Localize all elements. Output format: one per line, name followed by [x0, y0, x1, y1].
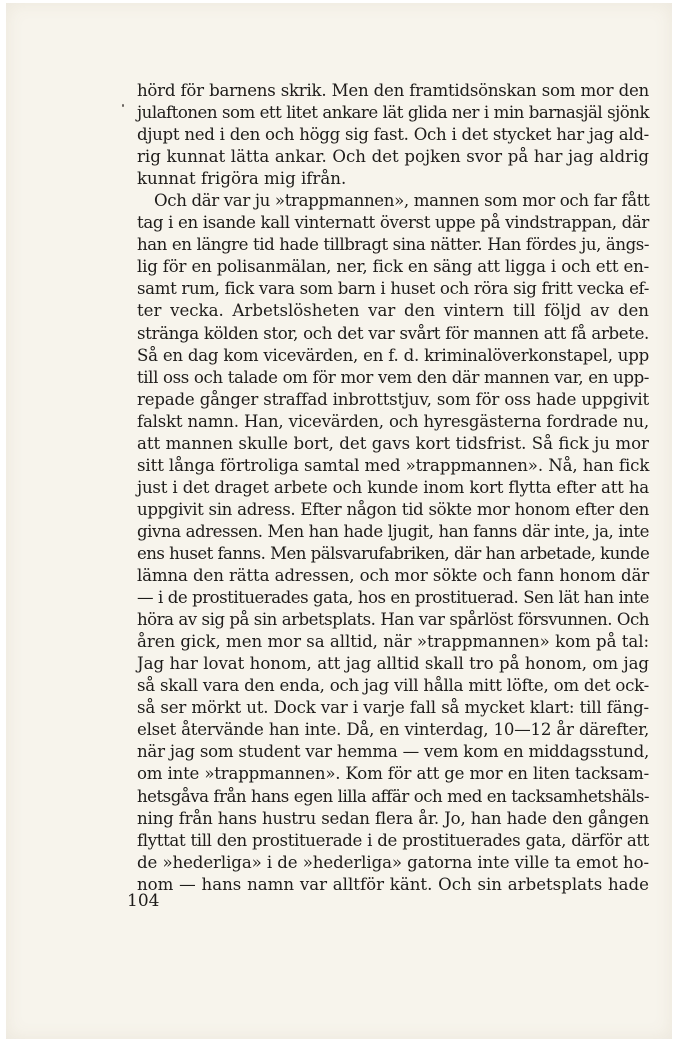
text-line: ter vecka. Arbetslösheten var den vintern till följd av den — [137, 301, 649, 321]
text-line: lig för en polisanmälan, ner, fick en säng att ligga i och ett en- — [137, 257, 649, 277]
text-line: samt rum, fick vara som barn i huset och röra sig fritt vecka ef- — [137, 279, 649, 299]
text-line: höra av sig på sin arbetsplats. Han var spårlöst försvunnen. Och — [137, 610, 649, 630]
text-line: — i de prostituerades gata, hos en prostituerad. Sen lät han inte — [137, 588, 649, 608]
text-line: elset återvände han inte. Då, en vinterdag, 10—12 år därefter, — [137, 720, 649, 740]
book-page — [6, 3, 672, 1039]
text-line: uppgivit sin adress. Efter någon tid sökte mor honom efter den — [137, 499, 649, 519]
text-line: kunnat frigöra mig ifrån. — [137, 169, 347, 189]
text-line: att mannen skulle bort, det gavs kort tidsfrist. Så fick ju mor — [137, 433, 649, 453]
text-line: falskt namn. Han, vicevärden, och hyresgästerna fordrade nu, — [137, 411, 649, 431]
text-line: ning från hans hustru sedan flera år. Jo, han hade den gången — [137, 808, 649, 828]
text-line: om inte »trappmannen». Kom för att ge mor en liten tacksam- — [137, 764, 649, 784]
text-line: Och där var ju »trappmannen», mannen som mor och far fått — [154, 191, 650, 211]
text-line: när jag som student var hemma — vem kom en middagsstund, — [137, 742, 649, 762]
text-line: givna adressen. Men han hade ljugit, han fanns där inte, ja, inte — [137, 521, 649, 541]
text-line: tag i en isande kall vinternatt överst uppe på vindstrappan, där — [137, 213, 649, 233]
text-line: hetsgåva från hans egen lilla affär och med en tacksamhetshäls- — [137, 786, 649, 806]
text-line: just i det draget arbete och kunde inom kort flytta efter att ha — [137, 477, 649, 497]
text-line: ens huset fanns. Men pälsvarufabriken, där han arbetade, kunde — [137, 543, 650, 563]
text-line: till oss och talade om för mor vem den där mannen var, en upp- — [137, 367, 649, 387]
text-line: djupt ned i den och högg sig fast. Och i det stycket har jag ald- — [137, 125, 649, 145]
text-line: lämna den rätta adressen, och mor sökte och fann honom där — [137, 566, 649, 586]
text-line: så ser mörkt ut. Dock var i varje fall så mycket klart: till fäng- — [137, 698, 649, 718]
text-line: repade gånger straffad inbrottstjuv, som för oss hade uppgivit — [137, 389, 649, 409]
text-line: sitt långa förtroliga samtal med »trappmannen». Nå, han fick — [137, 455, 650, 475]
text-line: han en längre tid hade tillbragt sina nätter. Han fördes ju, ängs- — [137, 235, 649, 255]
text-line: Jag har lovat honom, att jag alltid skall tro på honom, om jag — [137, 654, 649, 674]
text-line: åren gick, men mor sa alltid, när »trappmannen» kom på tal: — [137, 632, 649, 652]
page-number: 104 — [127, 891, 160, 911]
text-line: de »hederliga» i de »hederliga» gatorna inte ville ta emot ho- — [137, 852, 649, 872]
text-line: stränga kölden stor, och det var svårt för mannen att få arbete. — [137, 323, 649, 343]
text-line: rig kunnat lätta ankar. Och det pojken svor på har jag aldrig — [137, 147, 649, 167]
paper-speck — [122, 104, 124, 107]
body-text — [137, 80, 649, 896]
text-line: hörd för barnens skrik. Men den framtidsönskan som mor den — [137, 81, 649, 100]
text-line: julaftonen som ett litet ankare lät glida ner i min barnasjäl sjönk — [137, 103, 649, 123]
text-line: så skall vara den enda, och jag vill hålla mitt löfte, om det ock- — [137, 676, 649, 696]
text-line: flyttat till den prostituerade i de prostituerades gata, därför att — [137, 830, 649, 850]
text-line: Så en dag kom vicevärden, en f. d. kriminalöverkonstapel, upp — [137, 345, 649, 365]
text-line: nom — hans namn var alltför känt. Och sin arbetsplats hade — [137, 874, 649, 894]
